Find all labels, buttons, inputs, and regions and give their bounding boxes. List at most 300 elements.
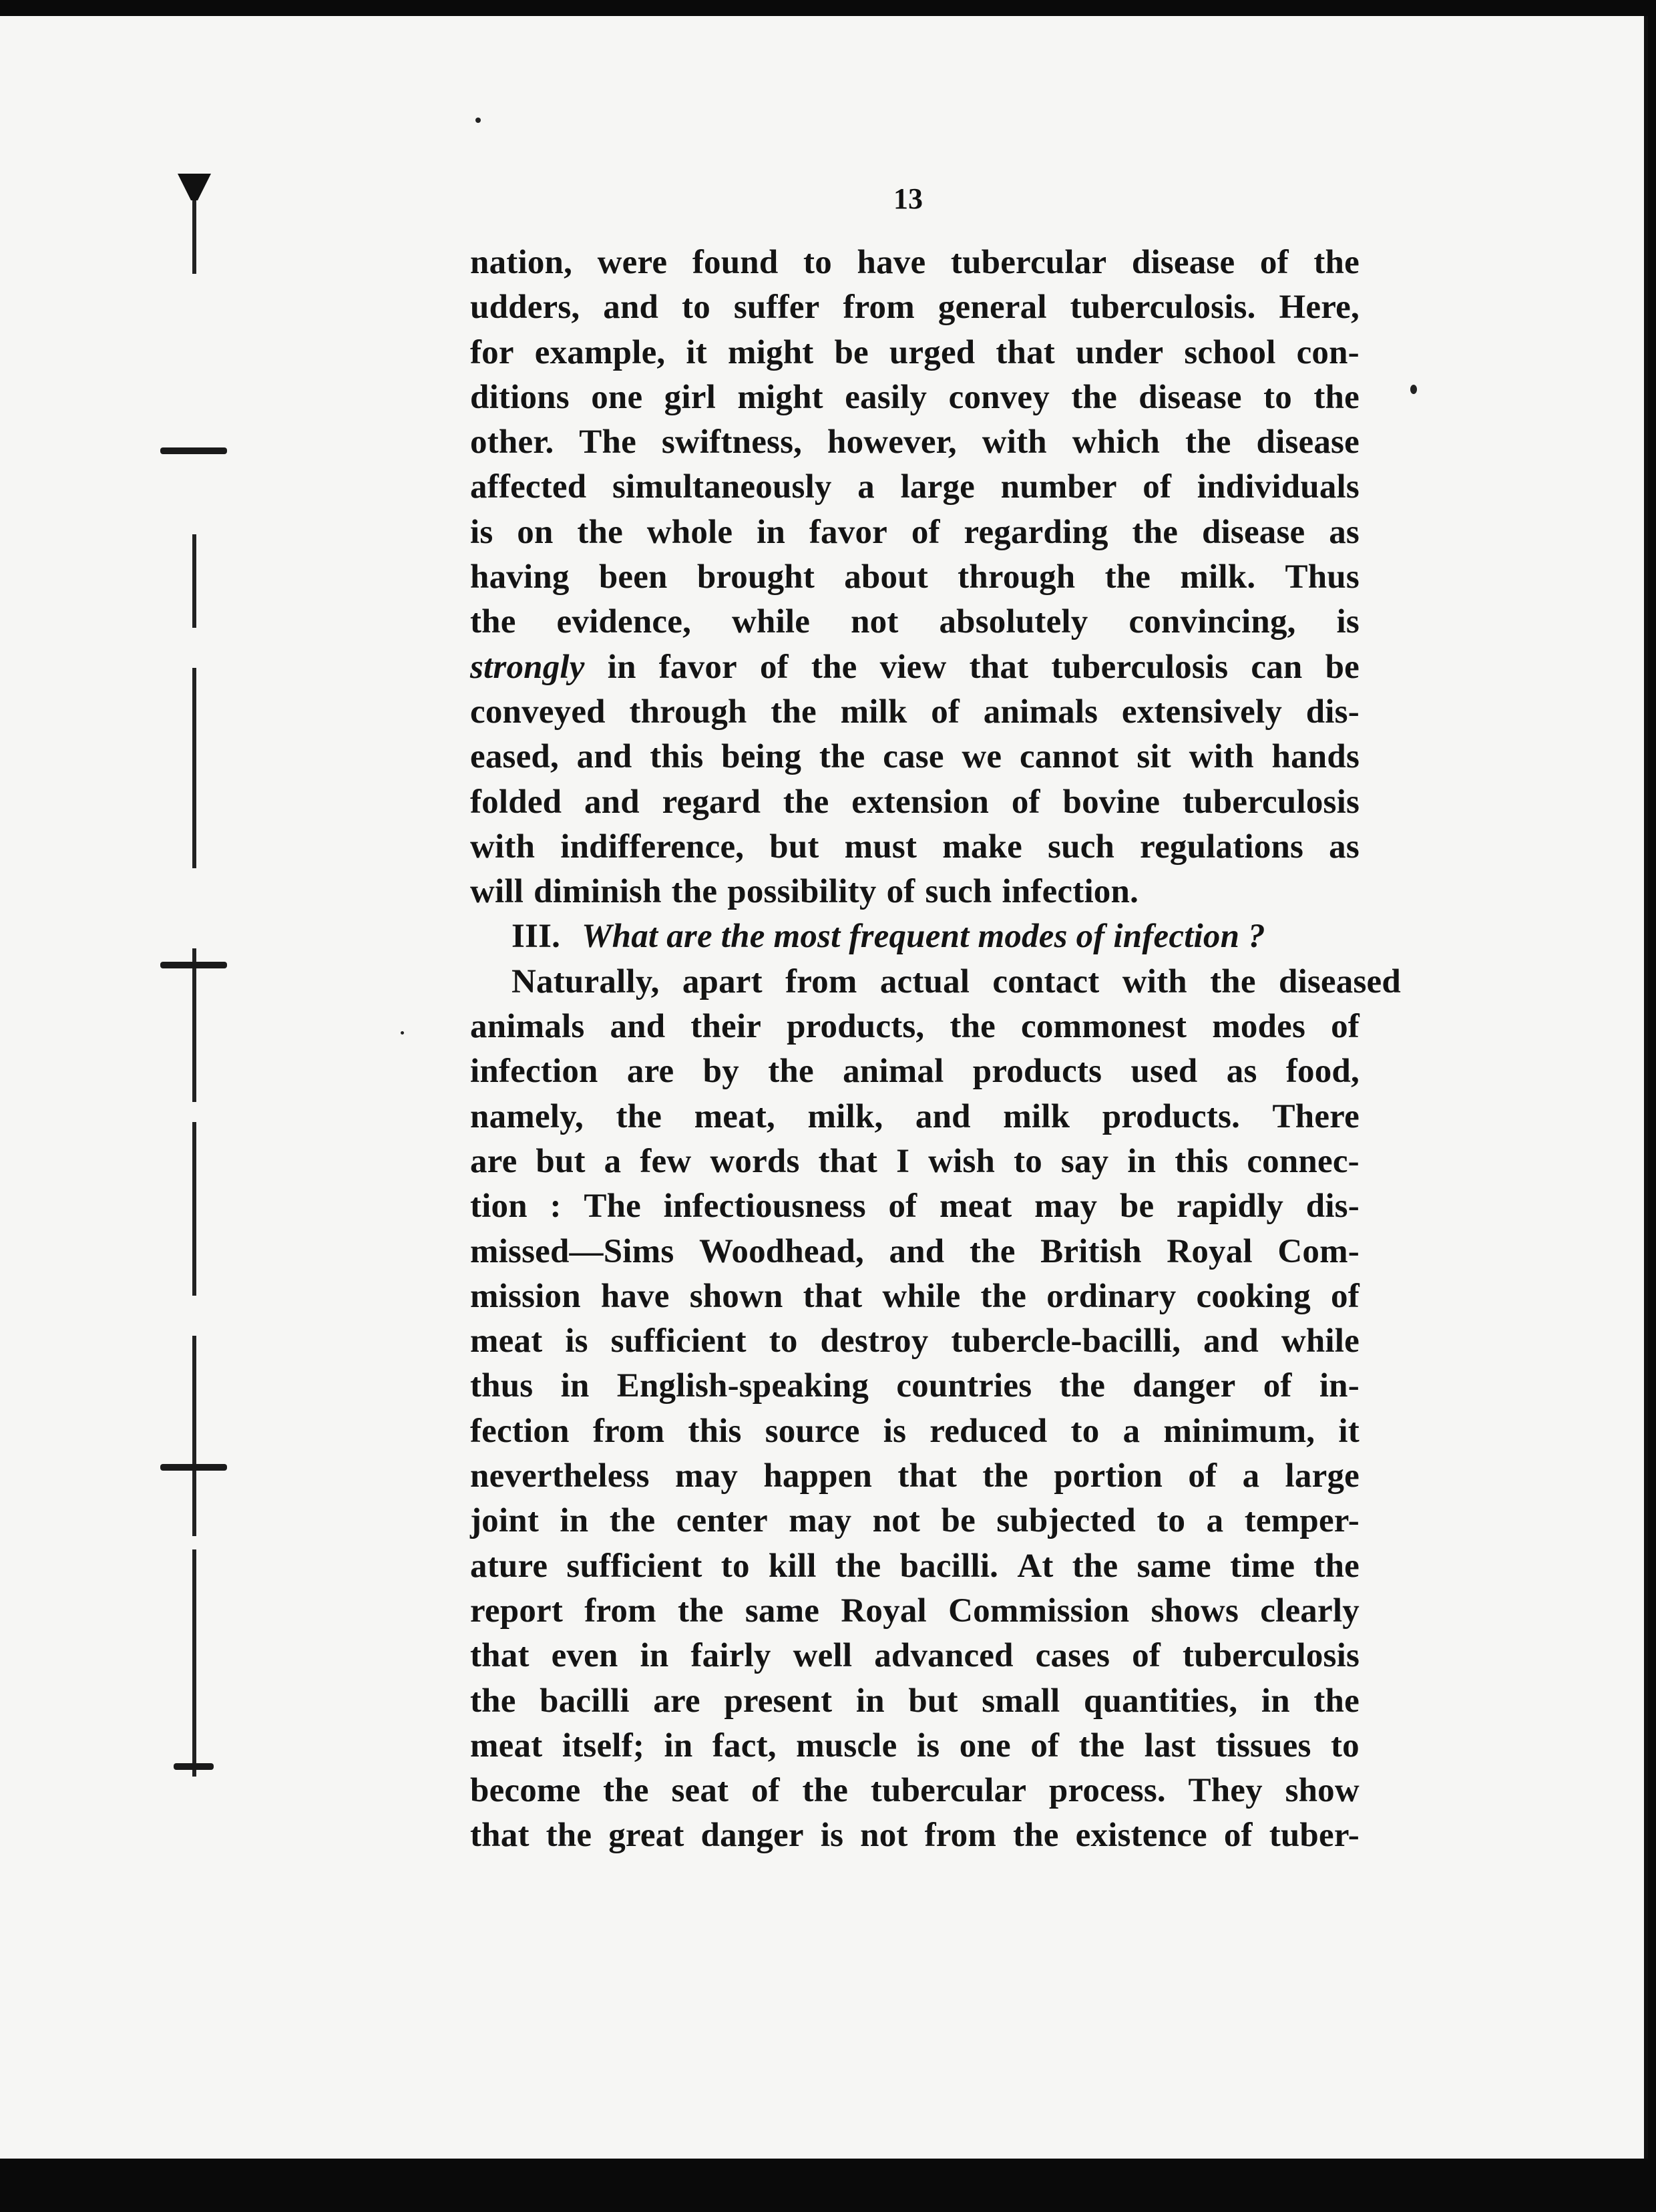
word: and: [915, 1097, 971, 1135]
word: we: [962, 738, 1002, 776]
word: from: [924, 1817, 997, 1855]
text-line-words: [470, 331, 1360, 375]
word: infection.: [1002, 873, 1139, 911]
text-line: [470, 1544, 1360, 1589]
word: of: [751, 1772, 780, 1810]
text-line: [470, 1589, 1360, 1634]
word: but: [536, 1142, 586, 1180]
text-line-words: [470, 600, 1360, 644]
word: used: [1130, 1053, 1198, 1091]
word: the: [1059, 1367, 1106, 1405]
word: and: [1203, 1322, 1259, 1360]
word: swiftness,: [661, 423, 803, 462]
text-line: [470, 735, 1360, 779]
text-line-words: [470, 1724, 1360, 1769]
word: folded: [470, 783, 562, 821]
word: the: [771, 693, 817, 731]
word: disease: [1138, 378, 1242, 416]
word: cannot: [1020, 738, 1119, 776]
word: happen: [763, 1457, 873, 1495]
word: I: [896, 1142, 910, 1180]
word: nevertheless: [470, 1457, 650, 1495]
text-line: [470, 960, 1401, 1004]
word: Royal: [1167, 1232, 1253, 1270]
word: to: [682, 289, 710, 327]
word: number: [1000, 468, 1117, 506]
word: favor: [809, 513, 887, 551]
word: urged: [889, 333, 976, 371]
word: milk: [1003, 1097, 1070, 1135]
word: become: [470, 1772, 581, 1810]
word: dis-: [1305, 693, 1360, 731]
word: in: [855, 1682, 885, 1720]
word: same: [745, 1592, 820, 1630]
word: of: [1030, 1726, 1060, 1765]
text-line: [470, 465, 1360, 510]
word: that: [803, 1277, 863, 1315]
text-line-words: [470, 870, 1360, 914]
text-line: [470, 1813, 1360, 1858]
word: muscle: [796, 1726, 897, 1765]
word: fact,: [712, 1726, 777, 1765]
word: tuberculosis: [1183, 1637, 1360, 1675]
word: of: [1011, 783, 1040, 821]
word: while: [1281, 1322, 1360, 1360]
text-line: [470, 1319, 1360, 1364]
word: may: [789, 1502, 852, 1540]
section-question: What are the most frequent modes of infection ?: [582, 918, 1265, 956]
word: one: [959, 1726, 1011, 1765]
binding-stem: [192, 1549, 196, 1777]
word: infection: [470, 1053, 598, 1091]
text-line-words: [470, 420, 1360, 465]
word: few: [640, 1142, 692, 1180]
word: possibility: [727, 873, 877, 911]
word: disease: [1131, 244, 1235, 281]
word: The: [579, 423, 636, 462]
word: say: [1060, 1142, 1109, 1180]
word: tubercular: [870, 1772, 1027, 1810]
word: The: [584, 1187, 641, 1226]
word: great: [608, 1817, 684, 1855]
word: in: [1127, 1142, 1157, 1180]
word: hands: [1271, 738, 1360, 776]
word: tuberculosis: [1051, 648, 1229, 686]
word: products: [972, 1053, 1102, 1091]
binding-tab: [160, 962, 227, 968]
text-line-words: [470, 1230, 1360, 1274]
word: suffer: [733, 289, 820, 327]
word: milk.: [1180, 558, 1256, 596]
text-line-words: [470, 1544, 1360, 1589]
word: evidence,: [556, 603, 692, 641]
word: destroy: [820, 1322, 929, 1360]
text-line: [470, 1634, 1360, 1678]
word: is: [820, 1817, 844, 1855]
word: There: [1272, 1097, 1360, 1135]
word: about: [844, 558, 928, 596]
text-line: [470, 1184, 1360, 1229]
text-line: [470, 555, 1360, 600]
word: thus: [470, 1367, 534, 1405]
word: in: [664, 1726, 693, 1765]
word: source: [765, 1412, 860, 1450]
word: to: [803, 244, 832, 281]
word: conveyed: [470, 693, 606, 731]
word: connec-: [1247, 1142, 1360, 1180]
scan-speck: [475, 118, 481, 123]
word: to: [720, 1547, 750, 1585]
word: the: [969, 1232, 1016, 1270]
word: :: [550, 1187, 562, 1226]
word: to: [1263, 378, 1292, 416]
word: danger: [700, 1817, 804, 1855]
text-line-words: [470, 510, 1360, 555]
section-number: III.: [511, 918, 561, 956]
word: in: [1261, 1682, 1290, 1720]
word: wish: [928, 1142, 996, 1180]
text-line-words: [470, 1813, 1360, 1858]
word: udders,: [470, 289, 580, 327]
word: it: [1338, 1412, 1360, 1450]
word: cooking: [1196, 1277, 1311, 1315]
word: the: [577, 513, 623, 551]
word: the: [1210, 962, 1256, 1000]
word: is: [883, 1412, 907, 1450]
word: by: [702, 1053, 739, 1091]
word: the: [811, 648, 857, 686]
word: are: [470, 1142, 518, 1180]
word: tuber-: [1269, 1817, 1360, 1855]
word: kill: [768, 1547, 817, 1585]
word: modes: [1212, 1008, 1306, 1046]
word: process.: [1048, 1772, 1166, 1810]
word: words: [710, 1142, 800, 1180]
word: of: [886, 873, 915, 911]
text-line: [470, 1769, 1360, 1813]
text-line: [470, 780, 1360, 825]
text-line: [470, 375, 1360, 420]
word: under: [1075, 333, 1164, 371]
binding-tab: [174, 1763, 214, 1770]
word: subjected: [996, 1502, 1136, 1540]
binding-stem: [192, 534, 196, 628]
body-text: [470, 240, 1401, 1859]
text-line-words: [470, 825, 1360, 870]
word: this: [1175, 1142, 1229, 1180]
word: the: [678, 1592, 724, 1630]
word: fection: [470, 1412, 570, 1450]
word: advanced: [874, 1637, 1014, 1675]
text-line: [470, 690, 1360, 735]
word: the: [1104, 558, 1151, 596]
word: meat,: [694, 1097, 775, 1135]
word: having: [470, 558, 570, 596]
word: and: [584, 783, 640, 821]
word: be: [1325, 648, 1360, 686]
text-line-words: [470, 914, 1401, 959]
word: this: [688, 1412, 742, 1450]
text-line: [470, 420, 1360, 465]
word: extensively: [1121, 693, 1283, 731]
word: well: [793, 1637, 853, 1675]
word: animal: [843, 1053, 944, 1091]
word: Here,: [1279, 289, 1360, 327]
word: the: [1313, 244, 1360, 281]
word: center: [676, 1502, 768, 1540]
word: the: [470, 1682, 516, 1720]
word: Woodhead,: [699, 1232, 864, 1270]
word: from: [843, 289, 915, 327]
word: on: [517, 513, 554, 551]
word: is: [916, 1726, 940, 1765]
text-line: [470, 914, 1360, 959]
word: indifference,: [560, 827, 745, 866]
word: quantities,: [1083, 1682, 1238, 1720]
word: large: [1285, 1457, 1360, 1495]
word: namely,: [470, 1097, 584, 1135]
word: temper-: [1244, 1502, 1360, 1540]
word: the: [546, 1817, 592, 1855]
text-line-words: [470, 285, 1360, 330]
text-line: [470, 600, 1360, 644]
word: as: [1329, 513, 1360, 551]
word: sufficient: [610, 1322, 747, 1360]
word: ditions: [470, 378, 570, 416]
word: be: [1119, 1187, 1155, 1226]
word: are: [653, 1682, 700, 1720]
word: other.: [470, 423, 554, 462]
word: that: [996, 333, 1055, 371]
word: with: [1189, 738, 1254, 776]
word: diseased: [1278, 962, 1401, 1000]
word: is: [565, 1322, 588, 1360]
text-line-words: [470, 1634, 1360, 1678]
word: the: [768, 1053, 814, 1091]
word: tuberculosis: [1183, 783, 1360, 821]
word: clearly: [1260, 1592, 1360, 1630]
word: sit: [1136, 738, 1171, 776]
word: the: [980, 1277, 1027, 1315]
word: large: [900, 468, 976, 506]
word: a: [1122, 1412, 1141, 1450]
word: apart: [682, 962, 763, 1000]
word: and: [603, 289, 659, 327]
text-line-words: [470, 555, 1360, 600]
word: are: [626, 1053, 674, 1091]
word: milk,: [807, 1097, 883, 1135]
word: can: [1251, 648, 1303, 686]
word: may: [1034, 1187, 1098, 1226]
text-line: [470, 1724, 1360, 1769]
word: eased,: [470, 738, 559, 776]
word: animals: [470, 1008, 585, 1046]
text-line-words: [470, 960, 1401, 1004]
word: existence: [1075, 1817, 1207, 1855]
word: dis-: [1305, 1187, 1360, 1226]
word: to: [1157, 1502, 1186, 1540]
binding-stem: [192, 948, 196, 1102]
word: tubercular: [950, 244, 1107, 281]
word: diminish: [534, 873, 662, 911]
word: not: [872, 1502, 921, 1540]
word: joint: [470, 1502, 539, 1540]
word: as: [1329, 827, 1360, 866]
word: one: [591, 378, 643, 416]
text-line-words: [470, 1004, 1360, 1049]
text-line-words: [470, 1364, 1360, 1409]
word: the: [835, 1547, 881, 1585]
word: but: [769, 827, 819, 866]
word: rapidly: [1176, 1187, 1284, 1226]
text-line: [470, 1095, 1360, 1139]
word: the: [1313, 1682, 1360, 1720]
word: of: [1132, 1637, 1161, 1675]
word: not: [860, 1817, 908, 1855]
word: meat: [940, 1187, 1012, 1226]
word: of: [1331, 1277, 1360, 1315]
word: small: [982, 1682, 1060, 1720]
word: such: [1048, 827, 1115, 866]
word: convey: [948, 378, 1050, 416]
scan-speck: [1410, 385, 1417, 394]
word: that: [897, 1457, 958, 1495]
word: mission: [470, 1277, 581, 1315]
text-line: [470, 331, 1360, 375]
word: meat: [470, 1726, 543, 1765]
text-line-words: [470, 1274, 1360, 1319]
word: seat: [671, 1772, 729, 1810]
word: present: [724, 1682, 833, 1720]
word: the: [1072, 1547, 1118, 1585]
text-line: [470, 510, 1360, 555]
text-line-words: [470, 690, 1360, 735]
word: Commission: [948, 1592, 1130, 1630]
text-line-words: [470, 240, 1360, 285]
word: to: [1070, 1412, 1100, 1450]
word: absolutely: [939, 603, 1088, 641]
word: be: [941, 1502, 976, 1540]
word: example,: [534, 333, 666, 371]
word: while: [731, 603, 811, 641]
word: in: [607, 648, 636, 686]
word: which: [1072, 423, 1161, 462]
word: Naturally,: [511, 962, 660, 1000]
word: of: [1331, 1008, 1360, 1046]
word: being: [721, 738, 802, 776]
text-line-words: [470, 1454, 1360, 1499]
word: infectiousness: [663, 1187, 866, 1226]
word: in: [640, 1637, 669, 1675]
word: easily: [845, 378, 927, 416]
text-line: [470, 240, 1360, 285]
word: tuberculosis.: [1070, 289, 1256, 327]
word: tion: [470, 1187, 528, 1226]
word: be: [834, 333, 869, 371]
text-line: [470, 1454, 1360, 1499]
word: regard: [662, 783, 761, 821]
word: view: [879, 648, 947, 686]
word: They: [1188, 1772, 1263, 1810]
word: that: [818, 1142, 878, 1180]
word: regulations: [1140, 827, 1304, 866]
word: from: [584, 1592, 656, 1630]
word: through: [629, 693, 747, 731]
word: shown: [689, 1277, 783, 1315]
word: for: [470, 333, 514, 371]
page-number: 13: [893, 182, 923, 215]
word: the: [802, 1772, 849, 1810]
text-line: [470, 1409, 1360, 1454]
text-line: [470, 1364, 1360, 1409]
word: school: [1184, 333, 1276, 371]
text-line-words: [470, 1589, 1360, 1634]
word: Royal: [841, 1592, 927, 1630]
word: bacilli: [540, 1682, 630, 1720]
word: case: [883, 738, 944, 776]
word: the: [783, 783, 829, 821]
word: Thus: [1285, 558, 1360, 596]
word: a: [604, 1142, 622, 1180]
word: the: [1132, 513, 1179, 551]
word: have: [857, 244, 926, 281]
word: however,: [827, 423, 957, 462]
word: products,: [787, 1008, 925, 1046]
word: the: [1313, 1547, 1360, 1585]
word: products.: [1102, 1097, 1241, 1135]
word: convincing,: [1128, 603, 1296, 641]
word: but: [908, 1682, 958, 1720]
word: to: [769, 1322, 798, 1360]
word: meat: [470, 1322, 543, 1360]
word: such: [925, 873, 992, 911]
word: in: [757, 513, 786, 551]
word: ature: [470, 1547, 548, 1585]
word: whole: [646, 513, 733, 551]
word: of: [1259, 244, 1289, 281]
word: is: [1336, 603, 1360, 641]
text-line: [470, 1004, 1360, 1049]
text-line-words: [470, 1679, 1360, 1724]
text-line-words: [470, 1139, 1360, 1184]
word: last: [1144, 1726, 1196, 1765]
text-line: [470, 825, 1360, 870]
text-line: [470, 1679, 1360, 1724]
word: regarding: [964, 513, 1108, 551]
word: disease: [1201, 513, 1305, 551]
word: sufficient: [566, 1547, 702, 1585]
text-line-words: [470, 645, 1360, 690]
word: same: [1136, 1547, 1211, 1585]
word: from: [592, 1412, 665, 1450]
word: the: [982, 1457, 1028, 1495]
word: and: [889, 1232, 945, 1270]
word: not: [851, 603, 899, 641]
text-line-words: [470, 1095, 1360, 1139]
word: English-speaking: [616, 1367, 869, 1405]
binding-stem: [192, 1336, 196, 1536]
word: that: [470, 1637, 530, 1675]
word: with: [1122, 962, 1187, 1000]
text-line-words: [470, 1499, 1360, 1543]
word: the: [671, 873, 718, 911]
word: through: [958, 558, 1076, 596]
word: of: [759, 648, 789, 686]
binding-stem: [192, 200, 196, 274]
word: of: [888, 1187, 917, 1226]
word: have: [600, 1277, 670, 1315]
word: with: [982, 423, 1047, 462]
